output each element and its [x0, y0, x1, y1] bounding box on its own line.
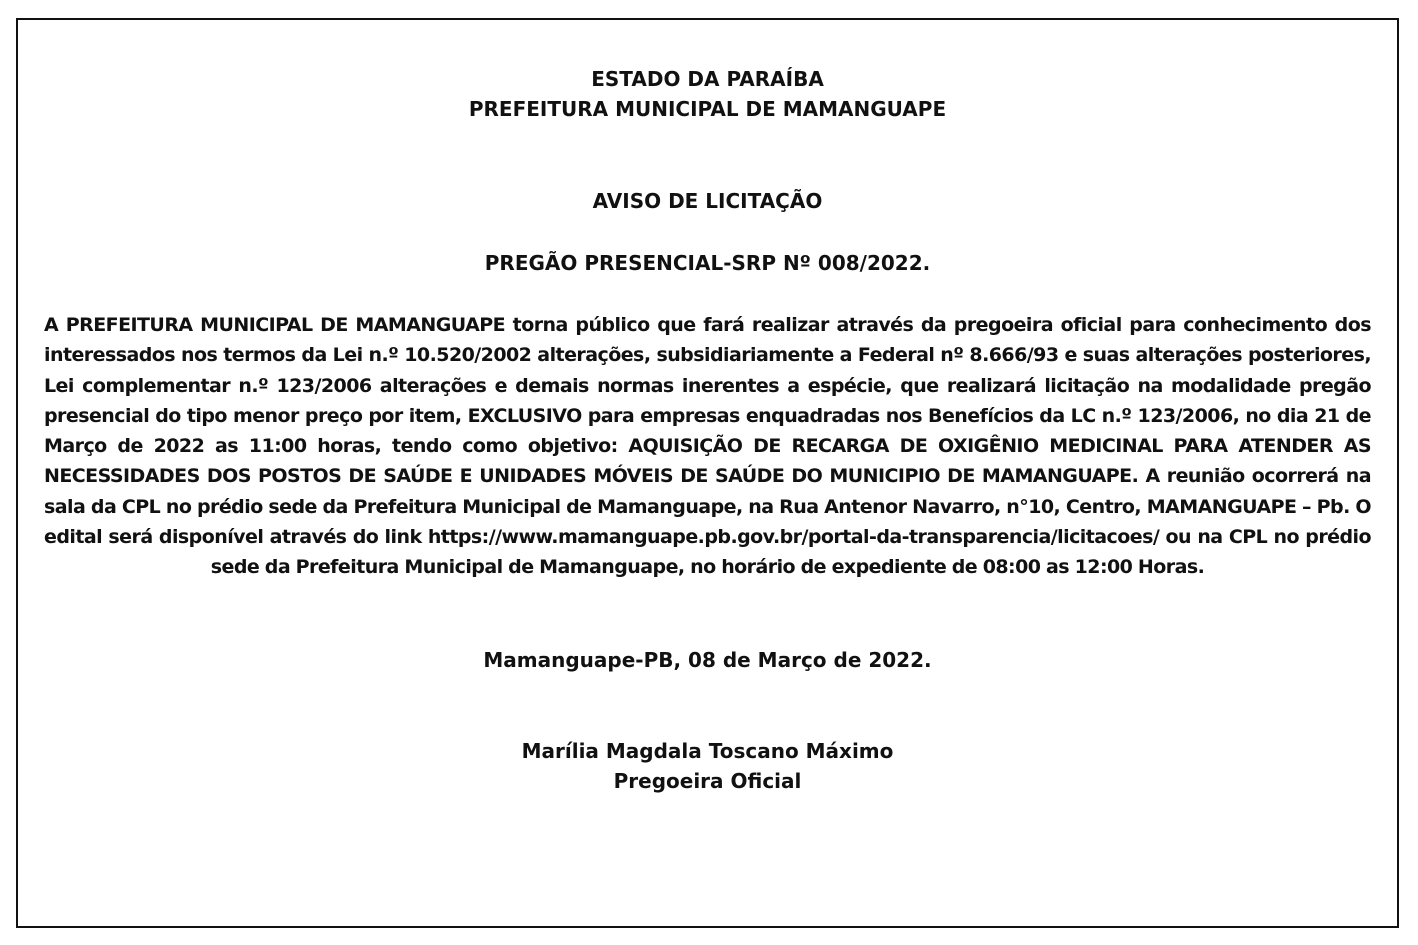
notice-frame: [16, 18, 1399, 928]
header-state: ESTADO DA PARAÍBA: [591, 67, 824, 91]
header-municipality: PREFEITURA MUNICIPAL DE MAMANGUAPE: [468, 97, 947, 121]
signatory-role: Pregoeira Oficial: [613, 769, 802, 793]
signatory-name: Marília Magdala Toscano Máximo: [521, 739, 894, 763]
notice-body: A PREFEITURA MUNICIPAL DE MAMANGUAPE torna público que fará realizar através da pregoeira oficial para conhecimento dos interessados nos termos da Lei n.º 10.520/2002 alterações, subsidiariamente a Federal nº 8.666/93 e suas alterações posteriores, Lei complementar n.º 123/2006 alterações e demais normas inerentes a espécie, que realizará licitação na modalidade pregão presencial do tipo menor preço por item, EXCLUSIVO para empresas enquadradas nos Benefícios da LC n.º 123/2006, no dia 21 de Março de 2022 as 11:00 horas, tendo como objetivo: AQUISIÇÃO DE RECARGA DE OXIGÊNIO MEDICINAL PARA ATENDER AS NECESSIDADES DOS POSTOS DE SAÚDE E UNIDADES MÓVEIS DE SAÚDE DO MUNICIPIO DE MAMANGUAPE. A reunião ocorrerá na sala da CPL no prédio sede da Prefeitura Municipal de Mamanguape, na Rua Antenor Navarro, n°10, Centro, MAMANGUAPE – Pb. O edital será disponível através do link https://www.mamanguape.pb.gov.br/portal-da-transparencia/licitacoes/ ou na CPL no prédio sede da Prefeitura Municipal de Mamanguape, no horário de expediente de 08:00 as 12:00 Horas.: [44, 314, 1371, 579]
notice-process-number: PREGÃO PRESENCIAL-SRP Nº 008/2022.: [484, 251, 931, 275]
place-date: Mamanguape-PB, 08 de Março de 2022.: [483, 648, 932, 672]
notice-title: AVISO DE LICITAÇÃO: [592, 189, 823, 213]
